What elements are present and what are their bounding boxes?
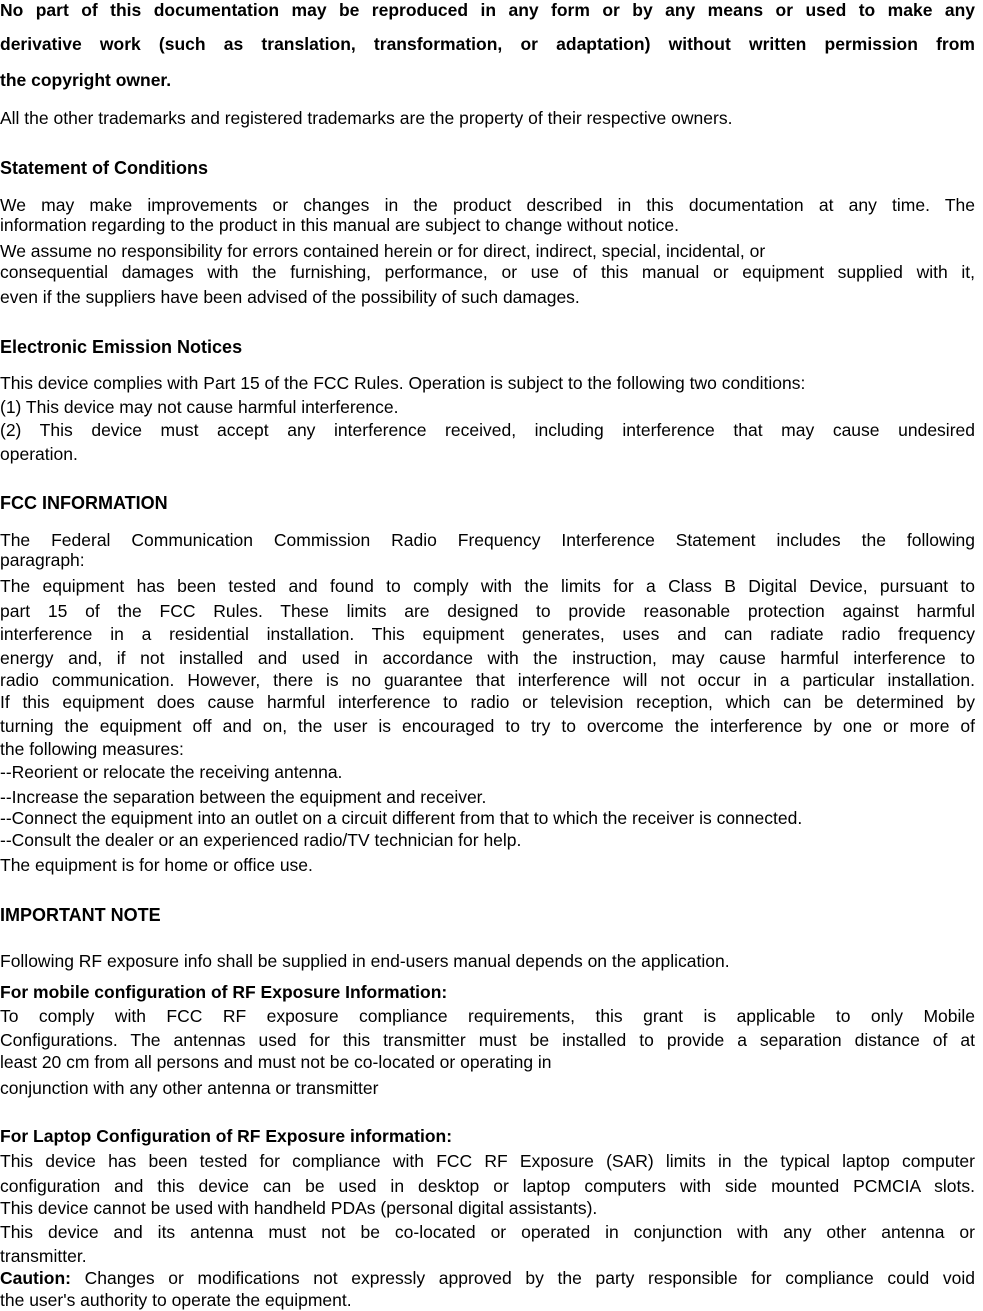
important-intro: Following RF exposure info shall be supplied in end-users manual depends on the application. bbox=[0, 951, 730, 971]
laptop-line-3: This device cannot be used with handheld PDAs (personal digital assistants). bbox=[0, 1198, 598, 1218]
laptop-heading: For Laptop Configuration of RF Exposure information: bbox=[0, 1126, 453, 1146]
caution-line-1 bbox=[0, 1268, 975, 1288]
mobile-heading: For mobile configuration of RF Exposure Information: bbox=[0, 982, 448, 1002]
fcc-line-9: turning the equipment off and on, the user is encouraged to try to overcome the interference by one or more of bbox=[0, 716, 975, 736]
fcc-measure-1: --Reorient or relocate the receiving antenna. bbox=[0, 762, 343, 782]
fcc-line-8: If this equipment does cause harmful interference to radio or television reception, which can be determined by bbox=[0, 692, 975, 712]
emission-line-1: This device complies with Part 15 of the FCC Rules. Operation is subject to the following two conditions: bbox=[0, 373, 806, 393]
conditions-line-2: information regarding to the product in this manual are subject to change without notice. bbox=[0, 215, 680, 235]
emission-heading: Electronic Emission Notices bbox=[0, 337, 243, 357]
caution-text: Changes or modifications not expressly approved by the party responsible for compliance could void bbox=[70, 1268, 975, 1288]
fcc-heading: FCC INFORMATION bbox=[0, 493, 168, 513]
fcc-measure-4: --Consult the dealer or an experienced radio/TV technician for help. bbox=[0, 830, 522, 850]
copyright-line-3: the copyright owner. bbox=[0, 70, 172, 90]
conditions-line-5: even if the suppliers have been advised of the possibility of such damages. bbox=[0, 287, 580, 307]
caution-line-2: the user's authority to operate the equipment. bbox=[0, 1290, 352, 1310]
fcc-line-5: interference in a residential installation. This equipment generates, uses and can radiate radio frequency bbox=[0, 624, 975, 644]
trademarks-text: All the other trademarks and registered trademarks are the property of their respective owners. bbox=[0, 108, 733, 128]
fcc-measure-3: --Connect the equipment into an outlet on a circuit different from that to which the receiver is connected. bbox=[0, 808, 803, 828]
fcc-line-2: paragraph: bbox=[0, 550, 85, 570]
important-heading: IMPORTANT NOTE bbox=[0, 905, 161, 925]
fcc-line-10: the following measures: bbox=[0, 739, 184, 759]
fcc-measure-2: --Increase the separation between the equipment and receiver. bbox=[0, 787, 487, 807]
mobile-line-4: conjunction with any other antenna or transmitter bbox=[0, 1078, 379, 1098]
copyright-line-2: derivative work (such as translation, transformation, or adaptation) without written permission from bbox=[0, 34, 975, 54]
mobile-line-1: To comply with FCC RF exposure compliance requirements, this grant is applicable to only Mobile bbox=[0, 1006, 975, 1026]
fcc-line-home-office: The equipment is for home or office use. bbox=[0, 855, 313, 875]
conditions-line-1: We may make improvements or changes in the product described in this documentation at any time. The bbox=[0, 195, 975, 215]
conditions-line-3: We assume no responsibility for errors contained herein or for direct, indirect, special, incidental, or bbox=[0, 241, 766, 261]
fcc-line-1: The Federal Communication Commission Radio Frequency Interference Statement includes the following bbox=[0, 530, 975, 550]
laptop-line-1: This device has been tested for compliance with FCC RF Exposure (SAR) limits in the typical laptop computer bbox=[0, 1151, 975, 1171]
mobile-line-3: least 20 cm from all persons and must not be co-located or operating in bbox=[0, 1052, 552, 1072]
fcc-line-3: The equipment has been tested and found to comply with the limits for a Class B Digital Device, pursuant to bbox=[0, 576, 975, 596]
copyright-line-1: No part of this documentation may be reproduced in any form or by any means or used to make any bbox=[0, 0, 975, 20]
emission-line-2: (1) This device may not cause harmful interference. bbox=[0, 397, 399, 417]
mobile-line-2: Configurations. The antennas used for this transmitter must be installed to provide a separation distance of at bbox=[0, 1030, 975, 1050]
laptop-line-4: This device and its antenna must not be co-located or operated in conjunction with any other antenna or bbox=[0, 1222, 975, 1242]
fcc-line-7: radio communication. However, there is no guarantee that interference will not occur in a particular installation. bbox=[0, 670, 975, 690]
laptop-line-2: configuration and this device can be used in desktop or laptop computers with side mounted PCMCIA slots. bbox=[0, 1176, 975, 1196]
emission-line-4: operation. bbox=[0, 444, 78, 464]
conditions-line-4: consequential damages with the furnishing, performance, or use of this manual or equipment supplied with it, bbox=[0, 262, 975, 282]
fcc-line-4: part 15 of the FCC Rules. These limits are designed to provide reasonable protection against harmful bbox=[0, 601, 975, 621]
caution-label: Caution: bbox=[0, 1268, 71, 1288]
emission-line-3: (2) This device must accept any interference received, including interference that may cause undesired bbox=[0, 420, 975, 440]
laptop-line-5: transmitter. bbox=[0, 1246, 87, 1266]
fcc-line-6: energy and, if not installed and used in accordance with the instruction, may cause harmful interference to bbox=[0, 648, 975, 668]
conditions-heading: Statement of Conditions bbox=[0, 158, 208, 178]
